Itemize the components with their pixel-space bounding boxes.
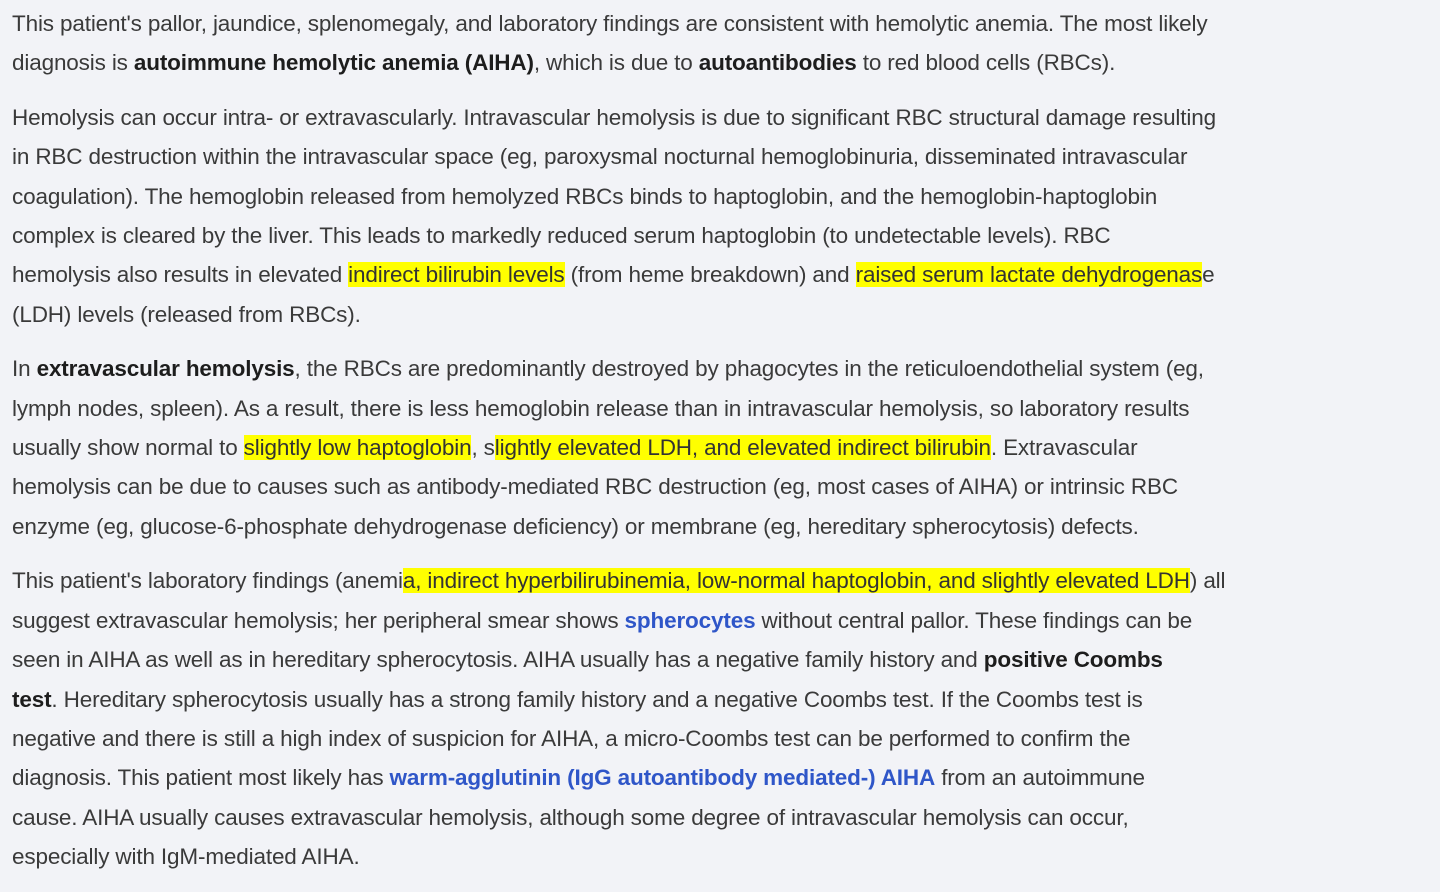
explanation-text	[12, 4, 1432, 892]
text-run: . Hereditary spherocytosis usually has a strong family history and a negative Coombs test. If the Coombs test is	[51, 686, 1143, 712]
text-run: e	[1202, 262, 1215, 288]
bold-term-test: test	[12, 686, 52, 712]
text-line	[12, 798, 1432, 837]
text-line	[12, 467, 1432, 506]
text-line	[12, 216, 1432, 255]
text-run: This patient's laboratory findings (anemi	[12, 568, 403, 594]
text-run: suggest extravascular hemolysis; her peripheral smear shows	[12, 607, 625, 633]
link-warm-agglutinin-aiha[interactable]: warm-agglutinin (IgG autoantibody mediated-) AIHA	[389, 765, 936, 791]
text-run: , the RBCs are predominantly destroyed by phagocytes in the reticuloendothelial system (eg,	[294, 356, 1204, 382]
text-line	[12, 428, 1432, 467]
text-run: usually show normal to	[12, 435, 244, 461]
text-line	[12, 837, 1432, 876]
text-line	[12, 255, 1432, 294]
paragraph-patient-findings	[12, 561, 1432, 876]
text-run: without central pallor. These findings can be	[755, 607, 1193, 633]
text-run: from an autoimmune	[935, 765, 1145, 791]
link-spherocytes[interactable]: spherocytes	[624, 607, 756, 633]
text-run: negative and there is still a high index of suspicion for AIHA, a micro-Coombs test can be performed to confirm the	[12, 725, 1131, 751]
highlight-raised-ldh[interactable]: raised serum lactate dehydrogenas	[855, 262, 1203, 288]
paragraph-intravascular-hemolysis	[12, 98, 1432, 334]
text-run: . Extravascular	[990, 435, 1138, 461]
text-line	[12, 4, 1432, 43]
text-line	[12, 295, 1432, 334]
text-line	[12, 601, 1432, 640]
text-run: diagnosis. This patient most likely has	[12, 765, 390, 791]
text-run: complex is cleared by the liver. This leads to markedly reduced serum haptoglobin (to undetectable levels). RBC	[12, 223, 1111, 249]
paragraph-diagnosis	[12, 4, 1432, 83]
highlight-lab-findings[interactable]: a, indirect hyperbilirubinemia, low-normal haptoglobin, and slightly elevated LDH	[402, 568, 1190, 594]
text-line	[12, 507, 1432, 546]
bold-term-positive-coombs: positive Coombs	[983, 647, 1163, 673]
text-line	[12, 177, 1432, 216]
text-run: especially with IgM-mediated AIHA.	[12, 844, 360, 870]
text-line	[12, 43, 1432, 82]
text-run: enzyme (eg, glucose-6-phosphate dehydrogenase deficiency) or membrane (eg, hereditary spherocytosis) defects.	[12, 513, 1139, 539]
text-run: coagulation). The hemoglobin released from hemolyzed RBCs binds to haptoglobin, and the hemoglobin-haptoglobin	[12, 183, 1158, 209]
text-line	[12, 389, 1432, 428]
text-run: diagnosis is	[12, 50, 134, 76]
text-line	[12, 758, 1432, 797]
highlight-slightly-low-haptoglobin[interactable]: slightly low haptoglobin	[243, 435, 472, 461]
text-line	[12, 137, 1432, 176]
highlight-indirect-bilirubin[interactable]: indirect bilirubin levels	[348, 262, 565, 288]
text-run: This patient's pallor, jaundice, splenomegaly, and laboratory findings are consistent with hemolytic anemia. The most likely	[12, 11, 1208, 36]
text-line	[12, 98, 1432, 137]
text-run: hemolysis also results in elevated	[12, 262, 349, 288]
bold-term-autoantibodies: autoantibodies	[698, 50, 857, 76]
text-run: in RBC destruction within the intravascular space (eg, paroxysmal nocturnal hemoglobinuria, disseminated intravascular	[12, 144, 1188, 170]
text-line	[12, 561, 1432, 600]
text-run: ) all	[1189, 568, 1226, 594]
text-run: cause. AIHA usually causes extravascular hemolysis, although some degree of intravascular hemolysis can occur,	[12, 804, 1129, 830]
highlight-elevated-ldh-bilirubin[interactable]: lightly elevated LDH, and elevated indirect bilirubin	[494, 435, 991, 461]
bold-term-extravascular-hemolysis: extravascular hemolysis	[36, 356, 295, 382]
text-run: , s	[471, 435, 495, 461]
text-run: lymph nodes, spleen). As a result, there is less hemoglobin release than in intravascular hemolysis, so laboratory results	[12, 395, 1190, 421]
text-run: (from heme breakdown) and	[564, 262, 856, 288]
text-line	[12, 349, 1432, 388]
text-run: Hemolysis can occur intra- or extravascularly. Intravascular hemolysis is due to significant RBC structural damage resulting	[12, 104, 1216, 130]
text-line	[12, 719, 1432, 758]
text-run: , which is due to	[533, 50, 699, 76]
text-line	[12, 640, 1432, 679]
bold-term-aiha: autoimmune hemolytic anemia (AIHA)	[133, 50, 534, 76]
text-run: to red blood cells (RBCs).	[856, 50, 1116, 76]
paragraph-extravascular-hemolysis	[12, 349, 1432, 546]
text-run: seen in AIHA as well as in hereditary spherocytosis. AIHA usually has a negative family history and	[12, 647, 984, 673]
text-line	[12, 680, 1432, 719]
text-run: In	[12, 356, 37, 382]
text-run: (LDH) levels (released from RBCs).	[12, 301, 361, 327]
text-run: hemolysis can be due to causes such as antibody-mediated RBC destruction (eg, most cases of AIHA) or intrinsic RBC	[12, 474, 1178, 500]
